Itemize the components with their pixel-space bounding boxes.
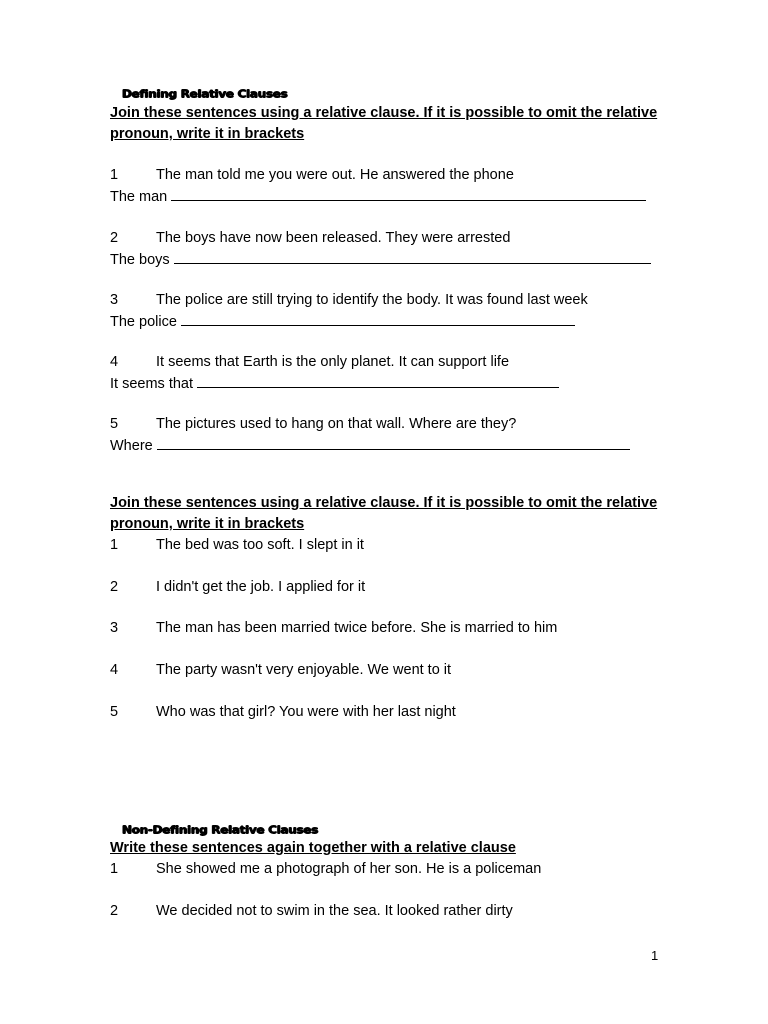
section3-instruction: Write these sentences again together with a relative clause (110, 840, 516, 856)
item-text: It seems that Earth is the only planet. It can support life (156, 354, 510, 370)
exercise-item (110, 660, 670, 681)
answer-prompt: The man (110, 189, 168, 205)
exercise-item (110, 165, 670, 186)
exercise-item (110, 702, 670, 723)
answer-blank[interactable] (197, 373, 559, 388)
item-number: 2 (110, 903, 119, 919)
item-text: The boys have now been released. They were arrested (156, 230, 511, 246)
item-number: 1 (110, 537, 119, 553)
item-text: The police are still trying to identify the body. It was found last week (156, 292, 588, 308)
exercise-item (110, 618, 670, 639)
item-number: 3 (110, 292, 119, 308)
exercise-item (110, 228, 670, 249)
section2-instruction: Join these sentences using a relative clause. If it is possible to omit the relative pronoun, write it in brackets (110, 495, 658, 532)
exercise-item (110, 290, 670, 311)
exercise-item (110, 535, 670, 556)
section-heading-defining: Defining Relative Clauses (122, 87, 288, 101)
answer-prompt: The police (110, 314, 177, 330)
section-heading-non-defining: Non-Defining Relative Clauses (122, 823, 319, 837)
exercise-item (110, 859, 670, 880)
answer-line[interactable] (110, 249, 670, 271)
item-text: The bed was too soft. I slept in it (156, 537, 364, 553)
answer-line[interactable] (110, 435, 670, 457)
item-text: She showed me a photograph of her son. He is a policeman (156, 861, 542, 877)
exercise-item (110, 901, 670, 922)
exercise-item (110, 352, 670, 373)
answer-line[interactable] (110, 311, 670, 333)
item-text: The man told me you were out. He answered the phone (156, 167, 514, 183)
exercise-item (110, 577, 670, 598)
answer-prompt: The boys (110, 252, 170, 268)
item-number: 5 (110, 704, 119, 720)
answer-line[interactable] (110, 186, 670, 208)
item-text: The pictures used to hang on that wall. Where are they? (156, 416, 517, 432)
item-text: The man has been married twice before. She is married to him (156, 620, 558, 636)
section1-instruction: Join these sentences using a relative clause. If it is possible to omit the relative pronoun, write it in brackets (110, 105, 658, 142)
item-number: 3 (110, 620, 119, 636)
answer-prompt: It seems that (110, 376, 194, 392)
item-number: 2 (110, 579, 119, 595)
answer-blank[interactable] (174, 249, 651, 264)
answer-blank[interactable] (181, 311, 575, 326)
item-text: We decided not to swim in the sea. It looked rather dirty (156, 903, 513, 919)
item-number: 4 (110, 662, 119, 678)
exercise-item (110, 414, 670, 435)
answer-line[interactable] (110, 373, 670, 395)
item-text: I didn't get the job. I applied for it (156, 579, 366, 595)
answer-blank[interactable] (171, 186, 646, 201)
answer-prompt: Where (110, 438, 153, 454)
page-number: 1 (651, 948, 659, 963)
item-text: Who was that girl? You were with her last night (156, 704, 456, 720)
item-number: 1 (110, 167, 119, 183)
item-number: 4 (110, 354, 119, 370)
item-number: 5 (110, 416, 119, 432)
item-text: The party wasn't very enjoyable. We went to it (156, 662, 452, 678)
item-number: 1 (110, 861, 119, 877)
item-number: 2 (110, 230, 119, 246)
answer-blank[interactable] (157, 435, 630, 450)
